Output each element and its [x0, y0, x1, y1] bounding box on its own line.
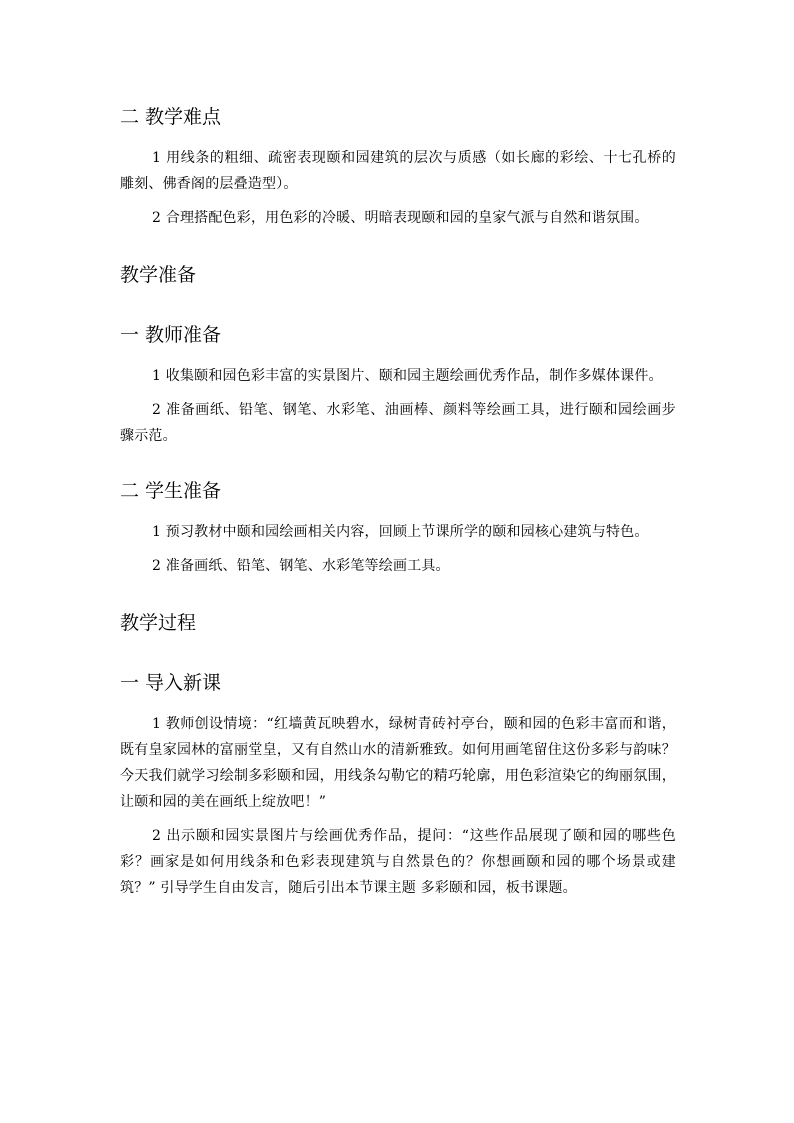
paragraph-teacher-prep-2: 2 准备画纸、铅笔、钢笔、水彩笔、油画棒、颜料等绘画工具，进行颐和园绘画步骤示范。 [120, 402, 676, 444]
paragraph-student-prep-1: 1 预习教材中颐和园绘画相关内容，回顾上节课所学的颐和园核心建筑与特色。 [152, 524, 649, 540]
paragraph-intro-2: 2 出示颐和园实景图片与绘画优秀作品，提问：“这些作品展现了颐和园的哪些色彩？画家是如何用线条和色彩表现建筑与自然景色的？你想画颐和园的哪个场景或建筑？” 引导学生自由发言，随后引出本节课主题 多彩颐和园，板书课题。 [120, 828, 676, 896]
paragraph-student-prep-2: 2 准备画纸、铅笔、钢笔、水彩笔等绘画工具。 [152, 558, 450, 574]
section-heading-student-prep: 二 学生准备 [120, 480, 222, 502]
paragraph-difficulty-2: 2 合理搭配色彩，用色彩的冷暖、明暗表现颐和园的皇家气派与自然和谐氛围。 [152, 210, 649, 226]
section-heading-preparation: 教学准备 [120, 264, 197, 286]
section-heading-teacher-prep: 一 教师准备 [120, 324, 222, 346]
section-heading-intro: 一 导入新课 [120, 672, 222, 694]
section-heading-process: 教学过程 [120, 612, 197, 634]
paragraph-intro-1: 1 教师创设情境：“红墙黄瓦映碧水，绿树青砖衬亭台，颐和园的色彩丰富而和谐，既有皇家园林的富丽堂皇，又有自然山水的清新雅致。如何用画笔留住这份多彩与韵味？今天我们就学习绘制多彩颐和园，用线条勾勒它的精巧轮廓，用色彩渲染它的绚丽氛围，让颐和园的美在画纸上绽放吧！” [120, 716, 676, 810]
section-heading-difficulties: 二 教学难点 [120, 106, 222, 128]
paragraph-teacher-prep-1: 1 收集颐和园色彩丰富的实景图片、颐和园主题绘画优秀作品，制作多媒体课件。 [152, 368, 663, 384]
document-page [120, 103, 676, 901]
paragraph-difficulty-1: 1 用线条的粗细、疏密表现颐和园建筑的层次与质感（如长廊的彩绘、十七孔桥的雕刻、佛香阁的层叠造型）。 [120, 150, 676, 192]
